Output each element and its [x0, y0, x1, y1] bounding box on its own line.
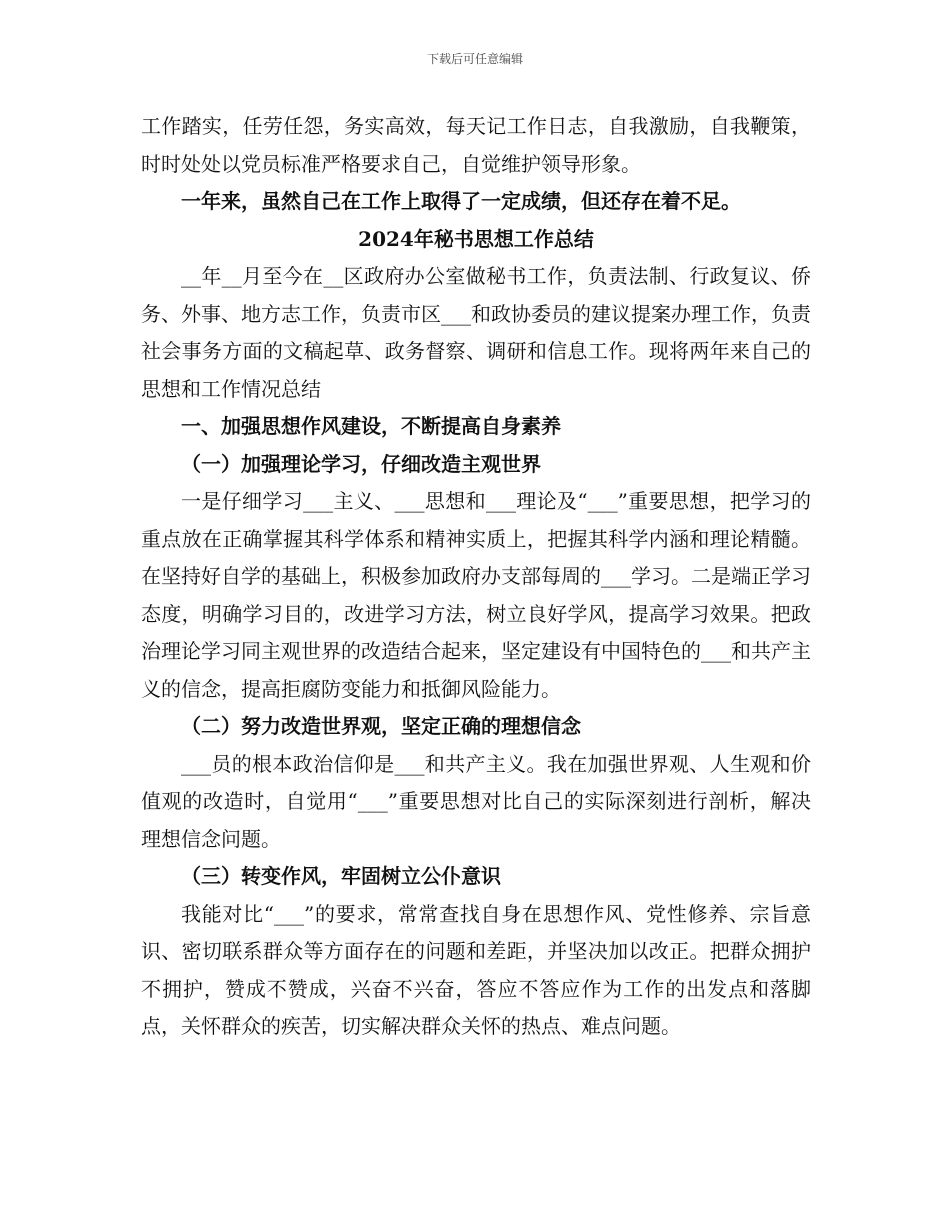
paragraph-continued: 工作踏实，任劳任怨，务实高效，每天记工作日志，自我激励，自我鞭策，时时处处以党员标准严格要求自己，自觉维护领导形象。 — [141, 114, 811, 176]
page-header: 下载后可任意编辑 — [426, 52, 523, 66]
document-body — [141, 108, 811, 1046]
section-heading-1: 一、加强思想作风建设，不断提高自身素养 — [181, 414, 561, 438]
subsection-heading-1: （一）加强理论学习，仔细改造主观世界 — [181, 451, 541, 476]
paragraph-intro: __年__月至今在__区政府办公室做秘书工作，负责法制、行政复议、侨务、外事、地方志工作，负责市区___和政协委员的建议提案办理工作，负责社会事务方面的文稿起草、政务督察、调研和信息工作。现将两年来自己的思想和工作情况总结 — [141, 264, 811, 401]
document-title: 2024年秘书思想工作总结 — [358, 226, 594, 251]
paragraph-belief: ___员的根本政治信仰是___和共产主义。我在加强世界观、人生观和价值观的改造时，自觉用“___”重要思想对比自己的实际深刻进行剖析，解决理想信念问题。 — [141, 751, 811, 851]
subsection-heading-3: （三）转变作风，牢固树立公仆意识 — [181, 864, 501, 888]
subsection-heading-2: （二）努力改造世界观，坚定正确的理想信念 — [181, 714, 581, 738]
paragraph-conclusion: 一年来，虽然自己在工作上取得了一定成绩，但还存在着不足。 — [181, 189, 741, 213]
paragraph-study: 一是仔细学习___主义、___思想和___理论及“___”重要思想，把学习的重点放在正确掌握其科学体系和精神实质上，把握其科学内涵和理论精髓。在坚持好自学的基础上，积极参加政府办支部每周的___学习。二是端正学习态度，明确学习目的，改进学习方法，树立良好学风，提高学习效果。把政治理论学习同主观世界的改造结合起来，坚定建设有中国特色的___和共产主义的信念，提高拒腐防变能力和抵御风险能力。 — [141, 489, 811, 701]
paragraph-service: 我能对比“___”的要求，常常查找自身在思想作风、党性修养、宗旨意识、密切联系群众等方面存在的问题和差距，并坚决加以改正。把群众拥护不拥护，赞成不赞成，兴奋不兴奋，答应不答应作为工作的出发点和落脚点，关怀群众的疾苦，切实解决群众关怀的热点、难点问题。 — [141, 901, 811, 1038]
